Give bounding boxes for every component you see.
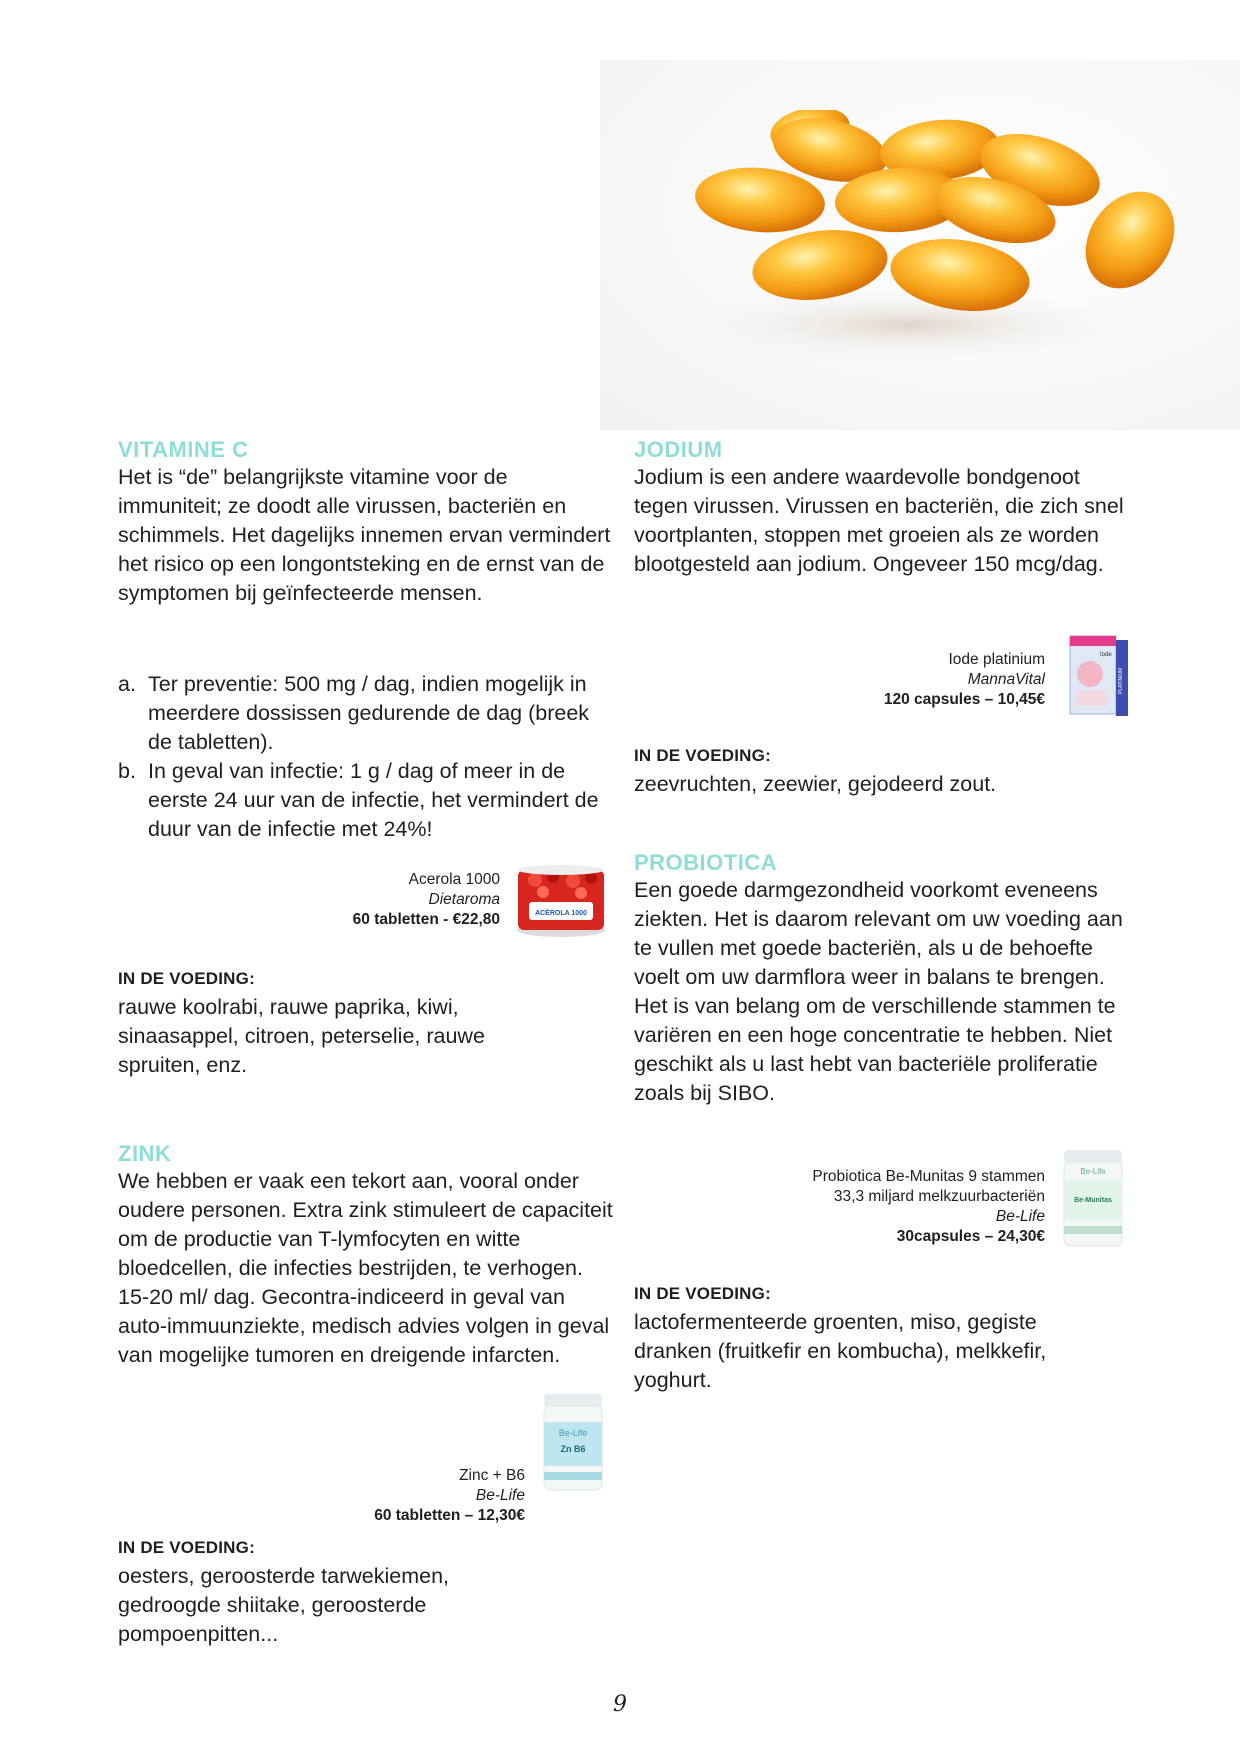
product-price: 60 tabletten – 12,30€ — [374, 1507, 525, 1524]
product-price: 120 capsules – 10,45€ — [883, 691, 1045, 708]
jar-label: Zn B6 — [560, 1444, 586, 1454]
list-item — [118, 670, 613, 757]
food-heading: IN DE VOEDING: — [118, 1538, 255, 1557]
product-info — [760, 1167, 1045, 1247]
product-brand: Be-Life — [475, 1487, 525, 1504]
product-brand: Be-Life — [995, 1208, 1045, 1225]
food-text: zeevruchten, zeewier, gejodeerd zout. — [634, 772, 997, 796]
page-number: 9 — [613, 1692, 627, 1717]
box-label: Iode — [1100, 652, 1112, 658]
capsules-photo — [660, 110, 1180, 370]
zinc-jar-image — [540, 1392, 606, 1494]
food-heading: IN DE VOEDING: — [634, 746, 771, 765]
section-heading: JODIUM — [634, 437, 723, 462]
jar-label: ACÉROLA 1000 — [535, 910, 587, 917]
product-info — [300, 870, 500, 930]
food-heading: IN DE VOEDING: — [634, 1284, 771, 1303]
product-brand: MannaVital — [967, 671, 1045, 688]
food-text: oesters, geroosterde tarwekiemen, gedroogde shiitake, geroosterde pompoenpitten... — [118, 1564, 450, 1646]
product-name: Iode platinium — [948, 651, 1045, 668]
product-detail: 33,3 miljard melkzuurbacteriën — [833, 1188, 1045, 1205]
acerola-jar-image — [515, 860, 607, 938]
section-intro: Het is “de” belangrijkste vitamine voor de immuniteit; ze doodt alle virussen, bacteriën en schimmels. Het dagelijks innemen ervan vermindert het risico op een longontsteking en de ernst van de symptomen bij geïnfecteerde mensen. — [118, 465, 611, 605]
section-heading: ZINK — [118, 1141, 172, 1166]
section-intro: We hebben er vaak een tekort aan, vooral onder oudere personen. Extra zink stimuleert de capaciteit om de productie van T-lymfocyten en witte bloedcellen, die infecties bestrijden, te verhogen. 15-20 ml/ dag. Gecontra-indiceerd in geval van auto-immuunziekte, medisch advies volgen in geval van mogelijke tumoren en dreigende infarcten. — [118, 1169, 613, 1367]
food-text: rauwe koolrabi, rauwe paprika, kiwi, sinaasappel, citroen, peterselie, rauwe spruiten, enz. — [118, 995, 485, 1077]
food-text: lactofermenteerde groenten, miso, gegiste dranken (fruitkefir en kombucha), melkkefir, yoghurt. — [634, 1310, 1047, 1392]
list-marker: a. — [118, 672, 136, 696]
product-name: Acerola 1000 — [408, 871, 500, 888]
dosage-list — [118, 670, 613, 844]
list-marker: b. — [118, 759, 136, 783]
list-item — [118, 757, 613, 844]
product-name: Zinc + B6 — [459, 1467, 525, 1484]
jar-logo: Be-Life — [558, 1428, 588, 1438]
list-item-text: In geval van infectie: 1 g / dag of meer in de eerste 24 uur van de infectie, het vermindert de duur van de infectie met 24%! — [148, 759, 599, 841]
capsule-group — [692, 110, 1180, 319]
food-heading: IN DE VOEDING: — [118, 969, 255, 988]
jar-label: Be-Munitas — [1074, 1197, 1112, 1204]
box-side-label: PLATINIUM — [1118, 667, 1124, 694]
section-intro: Jodium is een andere waardevolle bondgenoot tegen virussen. Virussen en bacteriën, die zich snel voortplanten, stoppen met groeien als ze worden blootgesteld aan jodium. Ongeveer 150 mcg/dag. — [634, 465, 1124, 576]
product-info — [320, 1466, 525, 1526]
product-name: Probiotica Be-Munitas 9 stammen — [812, 1168, 1045, 1185]
be-munitas-jar-image — [1060, 1148, 1126, 1250]
section-heading: PROBIOTICA — [634, 850, 778, 875]
product-price: 30capsules – 24,30€ — [896, 1228, 1045, 1245]
section-intro: Een goede darmgezondheid voorkomt eveneens ziekten. Het is daarom relevant om uw voeding aan te vullen met goede bacteriën, als u de behoefte voelt om uw darmflora weer in balans te brengen. Het is van belang om de verschillende stammen te variëren en een hoge concentratie te hebben. Niet geschikt als u last hebt van bacteriële proliferatie zoals bij SIBO. — [634, 878, 1123, 1105]
product-info — [830, 650, 1045, 710]
section-heading: VITAMINE C — [118, 437, 249, 462]
list-item-text: Ter preventie: 500 mg / dag, indien mogelijk in meerdere dossissen gedurende de dag (breek de tabletten). — [148, 672, 590, 754]
product-price: 60 tabletten - €22,80 — [352, 911, 500, 928]
iode-box-image — [1068, 634, 1130, 718]
product-brand: Dietaroma — [428, 891, 500, 908]
jar-logo: Be-Life — [1080, 1167, 1106, 1176]
